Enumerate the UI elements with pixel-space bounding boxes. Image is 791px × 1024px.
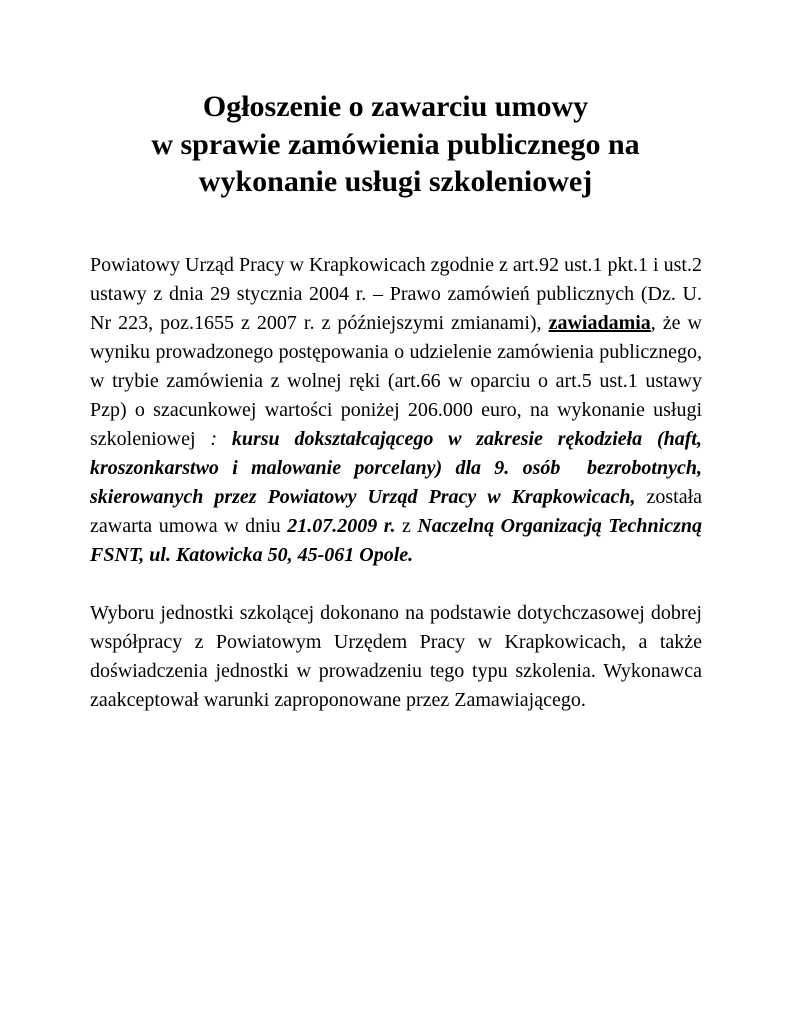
document-title	[40, 88, 751, 201]
selection-justification-paragraph	[90, 599, 702, 715]
text-segment: 21.07.2009 r.	[287, 514, 396, 537]
text-segment: :	[210, 427, 232, 450]
title-line-3: wykonanie usługi szkoleniowej	[198, 165, 593, 198]
text-segment: została zawarta umowa w dniu	[90, 485, 702, 537]
title-line-1: Ogłoszenie o zawarciu umowy	[202, 90, 589, 123]
text-segment: z	[395, 514, 418, 537]
announcement-paragraph	[90, 251, 702, 570]
text-segment: , że w wyniku prowadzonego postępowania o udzielenie zamówienia publicznego, w trybie zamówienia z wolnej ręki (art.66 w oparciu o art.5 ust.1 ustawy Pzp) o szacunkowej wartości poniżej 206.000 euro, na wykonanie usługi szkoleniowej	[90, 311, 703, 450]
text-segment: Powiatowy Urząd Pracy w Krapkowicach zgodnie z art.92 ust.1 pkt.1 i ust.2 ustawy z dnia 29 stycznia 2004 r. – Prawo zamówień publicznych (Dz. U. Nr 223, poz.1655 z 2007 r. z późniejszymi zmianami),	[90, 253, 702, 334]
text-segment: Naczelną Organizacją Techniczną FSNT, ul. Katowicka 50, 45-061 Opole.	[90, 514, 703, 566]
text-segment: kursu dokształcającego w zakresie rękodzieła (haft, kroszonkarstwo i malowanie porcelany) dla 9. osób bezrobotnych, skierowanych przez Powiatowy Urząd Pracy w Krapkowicach,	[90, 427, 702, 508]
text-segment: Wyboru jednostki szkolącej dokonano na podstawie dotychczasowej dobrej współpracy z Powiatowym Urzędem Pracy w Krapkowicach, a także doświadczenia jednostki w prowadzeniu tego typu szkolenia. Wykonawca zaakceptował warunki zaproponowane przez Zamawiającego.	[90, 601, 702, 711]
title-line-2: w sprawie zamówienia publicznego na	[151, 127, 640, 161]
text-segment: zawiadamia	[548, 311, 651, 334]
